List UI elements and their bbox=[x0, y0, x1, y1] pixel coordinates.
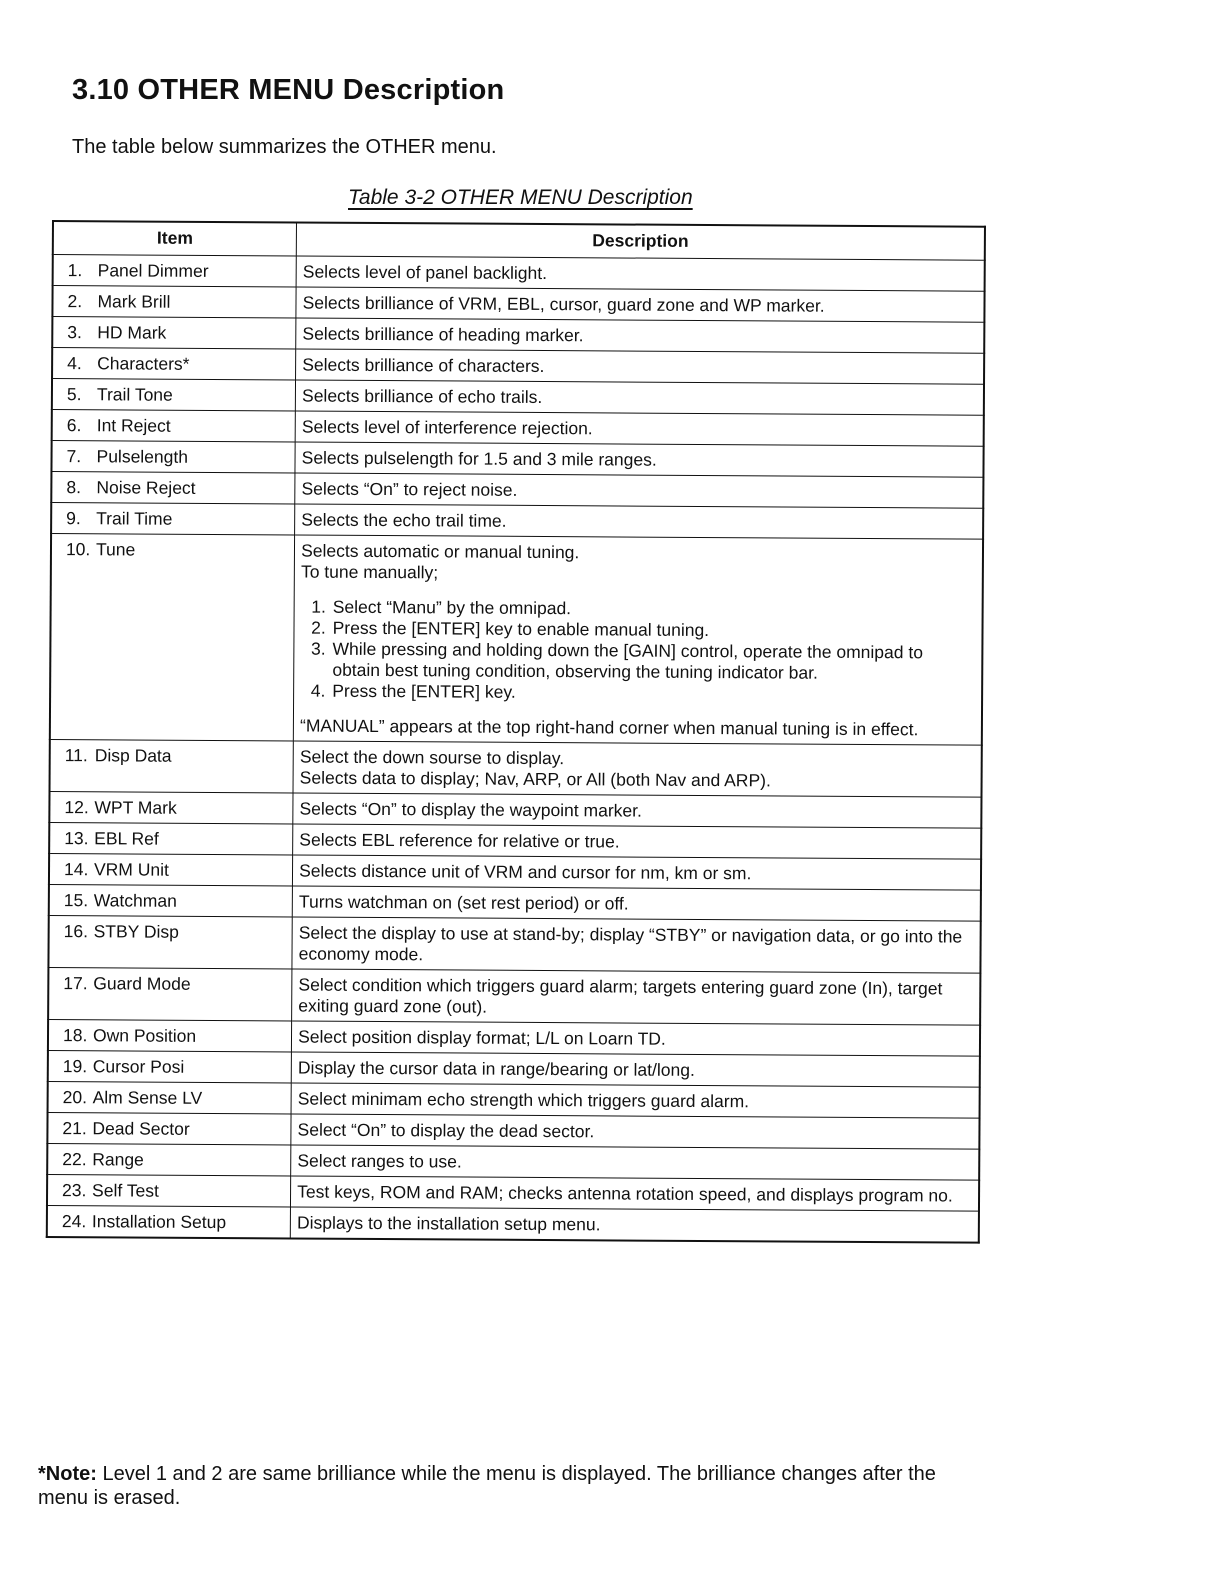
description-cell bbox=[296, 256, 985, 291]
description-line: “MANUAL” appears at the top right-hand corner when manual tuning is in effect. bbox=[299, 715, 919, 740]
item-number: 10. bbox=[65, 539, 91, 560]
item-name: Self Test bbox=[92, 1180, 159, 1201]
item-name: HD Mark bbox=[97, 322, 167, 343]
description-line: Selects pulselength for 1.5 and 3 mile ranges. bbox=[301, 447, 657, 470]
item-number: 13. bbox=[64, 828, 89, 849]
item-number: 3. bbox=[67, 322, 82, 343]
footnote bbox=[38, 1462, 978, 1510]
item-number: 14. bbox=[63, 859, 89, 880]
item-number: 24. bbox=[61, 1211, 87, 1232]
item-name: Watchman bbox=[93, 890, 177, 911]
item-name: Trail Time bbox=[96, 508, 173, 529]
description-cell bbox=[292, 917, 981, 973]
item-number: 21. bbox=[62, 1118, 87, 1139]
item-cell bbox=[48, 915, 292, 968]
description-cell bbox=[293, 855, 982, 890]
description-line: Displays to the installation setup menu. bbox=[296, 1212, 601, 1235]
description-line: Select position display format; L/L on Loarn TD. bbox=[298, 1026, 666, 1049]
description-line: Selects automatic or manual tuning. bbox=[301, 540, 580, 563]
description-line: Selects brilliance of characters. bbox=[302, 354, 545, 377]
item-name: Mark Brill bbox=[97, 291, 171, 312]
description-line: Selects the echo trail time. bbox=[301, 509, 507, 531]
description-line: Selects “On” to display the waypoint marker. bbox=[299, 798, 642, 821]
item-number: 7. bbox=[66, 446, 82, 467]
item-number: 23. bbox=[62, 1180, 87, 1201]
item-number: 16. bbox=[63, 921, 89, 942]
item-name: Disp Data bbox=[94, 745, 172, 766]
description-cell bbox=[295, 473, 984, 508]
item-cell bbox=[48, 967, 292, 1020]
item-name: Installation Setup bbox=[91, 1211, 227, 1233]
item-number: 8. bbox=[66, 477, 82, 498]
item-cell bbox=[49, 884, 293, 916]
description-cell bbox=[293, 824, 982, 859]
description-line: Select the display to use at stand-by; display “STBY” or navigation data, or go into the economy mode. bbox=[298, 922, 963, 965]
description-cell bbox=[291, 1052, 980, 1087]
other-menu-table bbox=[46, 220, 986, 1244]
tuning-step: 1. Select “Manu” by the omnipad. bbox=[331, 597, 976, 622]
table-row bbox=[47, 1205, 979, 1242]
item-cell bbox=[52, 286, 296, 318]
item-name: VRM Unit bbox=[93, 859, 169, 880]
item-name: EBL Ref bbox=[94, 828, 159, 849]
item-cell bbox=[52, 317, 296, 349]
item-name: Cursor Posi bbox=[92, 1056, 185, 1077]
description-line: Turns watchman on (set rest period) or off. bbox=[298, 891, 629, 914]
item-cell bbox=[47, 1174, 291, 1206]
description-cell bbox=[295, 380, 984, 415]
item-name: Guard Mode bbox=[93, 973, 191, 994]
item-number: 22. bbox=[62, 1149, 87, 1170]
item-name: Panel Dimmer bbox=[97, 260, 209, 281]
item-cell bbox=[51, 441, 295, 473]
description-line: Selects level of interference rejection. bbox=[301, 416, 593, 439]
description-line: Selects level of panel backlight. bbox=[302, 261, 548, 284]
item-number: 18. bbox=[62, 1025, 88, 1046]
description-cell bbox=[295, 411, 984, 446]
item-number: 4. bbox=[67, 353, 82, 374]
item-cell bbox=[47, 1112, 291, 1144]
item-name: Tune bbox=[95, 539, 136, 560]
item-name: STBY Disp bbox=[93, 921, 179, 942]
table-row bbox=[48, 967, 980, 1025]
description-cell bbox=[290, 1207, 979, 1243]
item-cell bbox=[51, 472, 295, 504]
item-column-header: Item bbox=[53, 221, 297, 256]
item-name: Trail Tone bbox=[96, 384, 173, 405]
description-line: Selects data to display; Nav, ARP, or All (both Nav and ARP). bbox=[299, 767, 771, 791]
table-caption: Table 3-2 OTHER MENU Description bbox=[348, 186, 693, 209]
item-number: 11. bbox=[64, 745, 88, 766]
item-cell bbox=[52, 410, 296, 442]
description-cell bbox=[296, 318, 985, 353]
description-cell bbox=[293, 793, 982, 828]
description-cell bbox=[293, 741, 982, 797]
description-cell bbox=[291, 1114, 980, 1149]
description-line: Select “On” to display the dead sector. bbox=[297, 1119, 595, 1142]
description-line: Selects brilliance of heading marker. bbox=[302, 323, 584, 346]
item-number: 20. bbox=[62, 1087, 88, 1108]
description-cell bbox=[291, 1145, 980, 1180]
item-name: Range bbox=[92, 1149, 144, 1170]
table-row bbox=[50, 534, 983, 746]
description-cell bbox=[292, 969, 981, 1025]
description-column-header: Description bbox=[296, 222, 985, 260]
description-line: Selects “On” to reject noise. bbox=[301, 478, 518, 500]
item-cell bbox=[52, 379, 296, 411]
item-name: Pulselength bbox=[96, 446, 189, 467]
item-number: 5. bbox=[66, 384, 82, 405]
description-cell bbox=[295, 504, 984, 539]
description-cell bbox=[292, 886, 981, 921]
description-line: To tune manually; bbox=[300, 561, 439, 583]
description-line: Select the down sourse to display. bbox=[299, 746, 565, 769]
description-line: Test keys, ROM and RAM; checks antenna rotation speed, and displays program no. bbox=[297, 1181, 953, 1206]
item-cell bbox=[49, 822, 293, 854]
table-row bbox=[48, 915, 980, 973]
table-row bbox=[50, 739, 982, 797]
description-line: Selects EBL reference for relative or true. bbox=[299, 829, 620, 852]
tuning-steps-list bbox=[300, 597, 976, 706]
item-cell bbox=[48, 1050, 292, 1082]
description-cell bbox=[291, 1083, 980, 1118]
description-cell bbox=[295, 442, 984, 477]
item-name: Alm Sense LV bbox=[92, 1087, 203, 1108]
item-number: 2. bbox=[67, 291, 83, 312]
item-name: WPT Mark bbox=[94, 797, 177, 818]
item-number: 17. bbox=[63, 973, 88, 994]
item-number: 6. bbox=[66, 415, 82, 436]
description-line: Display the cursor data in range/bearing or lat/long. bbox=[297, 1057, 695, 1080]
tuning-step: 3. While pressing and holding down the [GAIN] control, operate the omnipad to obtain best tuning condition, observing the tuning indicator bar. bbox=[330, 639, 975, 685]
footnote-text: Level 1 and 2 are same brilliance while the menu is displayed. The brilliance changes after the menu is erased. bbox=[38, 1463, 936, 1509]
item-cell bbox=[48, 1081, 292, 1113]
item-cell bbox=[49, 791, 293, 823]
item-cell bbox=[47, 1143, 291, 1175]
item-cell bbox=[48, 1019, 292, 1051]
item-name: Characters* bbox=[97, 353, 190, 374]
section-heading: 3.10 OTHER MENU Description bbox=[72, 74, 505, 106]
description-cell bbox=[293, 535, 983, 745]
description-cell bbox=[291, 1176, 980, 1211]
description-line: Selects distance unit of VRM and cursor for nm, km or sm. bbox=[299, 860, 752, 884]
tuning-step: 4. Press the [ENTER] key. bbox=[330, 681, 975, 706]
description-line: Select ranges to use. bbox=[297, 1150, 462, 1172]
item-number: 19. bbox=[62, 1056, 88, 1077]
item-cell bbox=[53, 255, 297, 287]
item-cell bbox=[51, 503, 295, 535]
description-line: Select condition which triggers guard alarm; targets entering guard zone (In), target exiting guard zone (out). bbox=[298, 974, 943, 1017]
table-header-row bbox=[53, 221, 985, 260]
description-cell bbox=[296, 287, 985, 322]
table-body bbox=[47, 255, 985, 1243]
item-name: Own Position bbox=[92, 1025, 197, 1046]
footnote-label: *Note: bbox=[38, 1463, 97, 1485]
description-cell bbox=[292, 1021, 981, 1056]
item-number: 12. bbox=[64, 797, 89, 818]
item-cell bbox=[50, 534, 295, 741]
intro-paragraph: The table below summarizes the OTHER menu. bbox=[72, 136, 497, 158]
description-line: Selects brilliance of echo trails. bbox=[301, 385, 543, 407]
item-cell bbox=[52, 348, 296, 380]
item-number: 9. bbox=[66, 508, 81, 529]
description-line: Selects brilliance of VRM, EBL, cursor, guard zone and WP marker. bbox=[302, 292, 825, 316]
item-name: Int Reject bbox=[96, 415, 171, 436]
description-line: Select minimam echo strength which triggers guard alarm. bbox=[297, 1088, 750, 1112]
item-cell bbox=[49, 853, 293, 885]
item-number: 15. bbox=[63, 890, 89, 911]
item-name: Noise Reject bbox=[96, 477, 196, 498]
tuning-step: 2. Press the [ENTER] key to enable manual tuning. bbox=[331, 618, 976, 643]
item-cell bbox=[50, 739, 294, 792]
item-cell bbox=[47, 1205, 291, 1238]
item-number: 1. bbox=[67, 260, 83, 281]
description-cell bbox=[296, 349, 985, 384]
item-name: Dead Sector bbox=[92, 1118, 190, 1139]
